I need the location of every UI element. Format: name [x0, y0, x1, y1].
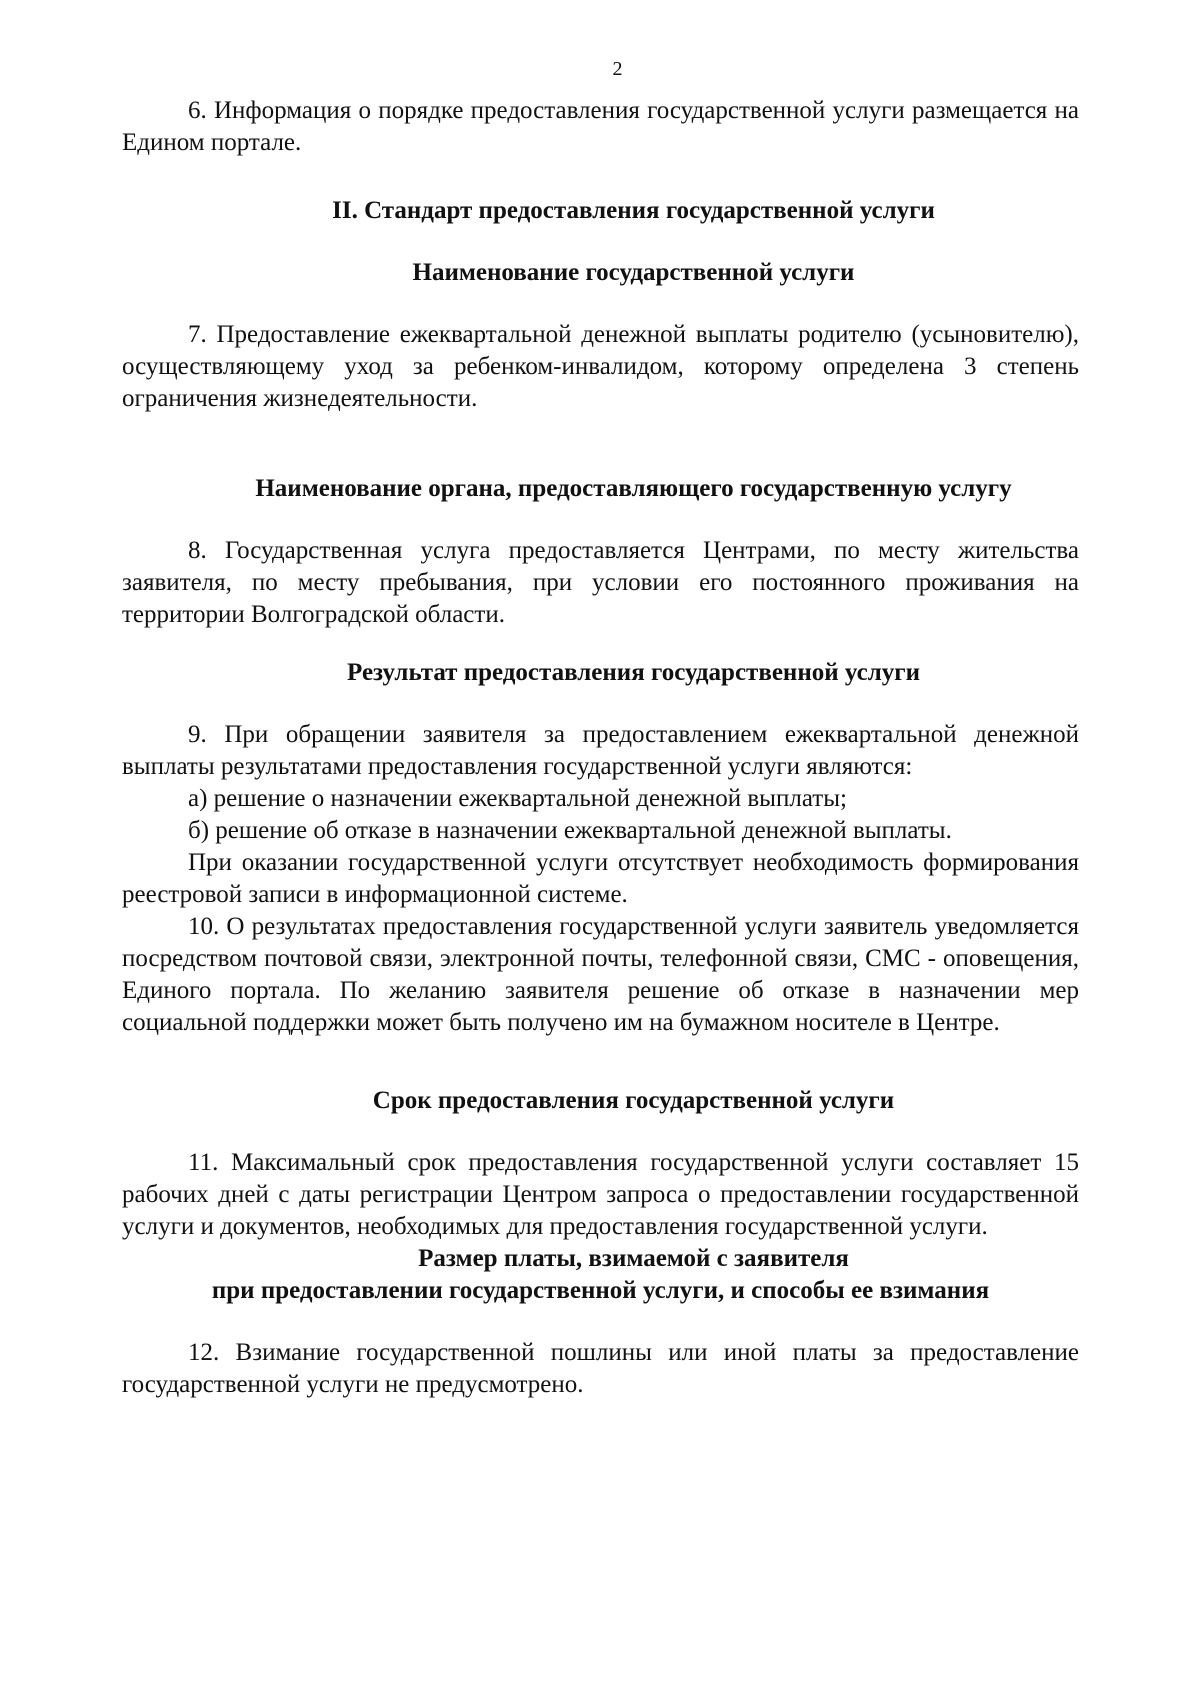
heading-fee-line-1: Размер платы, взимаемой с заявителя	[418, 1245, 849, 1272]
paragraph-6: 6. Информация о порядке предоставления государственной услуги размещается на Едином портале.	[122, 97, 1079, 156]
paragraph-9-note: При оказании государственной услуги отсутствует необходимость формирования реестровой записи в информационной системе.	[122, 849, 1079, 908]
paragraph-10: 10. О результатах предоставления государственной услуги заявитель уведомляется посредством почтовой связи, электронной почты, телефонной связи, СМС - оповещения, Единого портала. По желанию заявителя решение об отказе в назначении мер социальной поддержки может быть получено им на бумажном носителе в Центре.	[122, 913, 1079, 1036]
section-title: II. Стандарт предоставления государственной услуги	[332, 197, 935, 224]
paragraph-9-item-a: а) решение о назначении ежеквартальной денежной выплаты;	[188, 785, 847, 812]
page-number: 2	[612, 58, 623, 80]
paragraph-9: 9. При обращении заявителя за предоставлением ежеквартальной денежной выплаты результатами предоставления государственной услуги являются:	[122, 721, 1079, 780]
heading-fee-line-2: при предоставлении государственной услуги, и способы ее взимания	[211, 1277, 990, 1304]
paragraph-9-item-b: б) решение об отказе в назначении ежеквартальной денежной выплаты.	[188, 817, 952, 844]
paragraph-7: 7. Предоставление ежеквартальной денежной выплаты родителю (усыновителю), осуществляющему уход за ребенком-инвалидом, которому определена 3 степень ограничения жизнедеятельности.	[122, 321, 1079, 412]
heading-service-name: Наименование государственной услуги	[412, 259, 855, 286]
paragraph-8: 8. Государственная услуга предоставляется Центрами, по месту жительства заявителя, по месту пребывания, при условии его постоянного проживания на территории Волгоградской области.	[122, 537, 1079, 628]
heading-service-term: Срок предоставления государственной услуги	[372, 1087, 895, 1114]
document-body	[122, 58, 1079, 1401]
heading-providing-body: Наименование органа, предоставляющего государственную услугу	[255, 475, 1012, 502]
paragraph-12: 12. Взимание государственной пошлины или иной платы за предоставление государственной услуги не предусмотрено.	[122, 1339, 1079, 1398]
paragraph-11: 11. Максимальный срок предоставления государственной услуги составляет 15 рабочих дней с даты регистрации Центром запроса о предоставлении государственной услуги и документов, необходимых для предоставления государственной услуги.	[122, 1149, 1079, 1240]
heading-service-result: Результат предоставления государственной услуги	[347, 659, 920, 686]
